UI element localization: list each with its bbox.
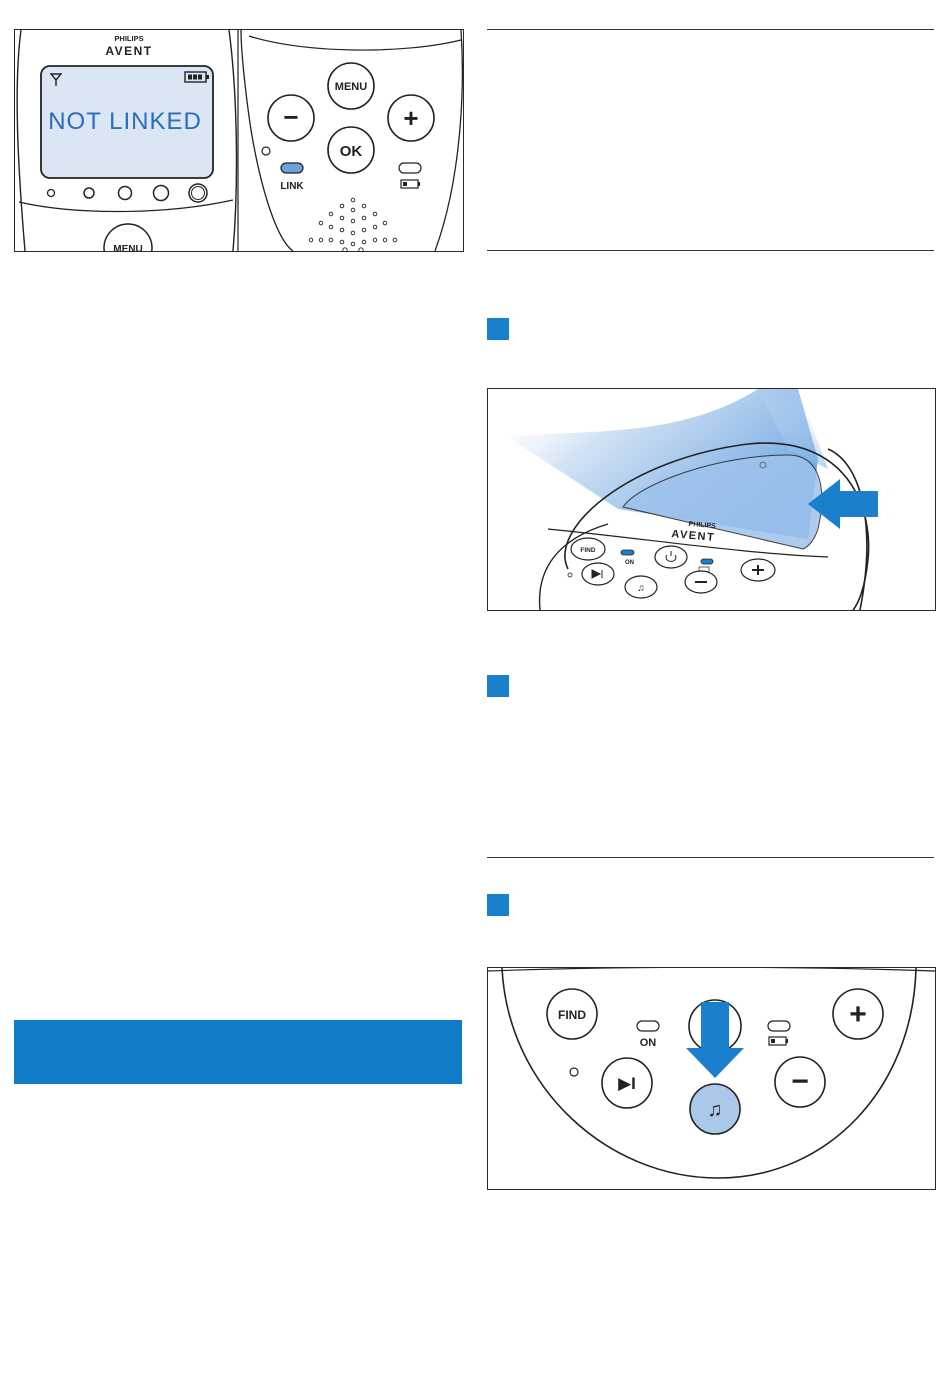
- link-label: LINK: [280, 181, 304, 192]
- figure-parent-unit: [14, 29, 464, 252]
- step-marker-1: [487, 318, 509, 340]
- find-button[interactable]: [547, 989, 597, 1039]
- on-label: ON: [639, 1037, 657, 1049]
- rule-3: [487, 857, 934, 858]
- logo-text: AVENT: [105, 44, 153, 58]
- display-text: NOT LINKED: [48, 108, 202, 135]
- plus-button-label: +: [403, 103, 419, 133]
- section-header-bar: [14, 1020, 462, 1084]
- play-pause-button[interactable]: [602, 1058, 652, 1108]
- figure-baby-unit-panel: [487, 967, 936, 1190]
- menu-button-label: MENU: [334, 81, 368, 93]
- rule-2: [487, 250, 934, 251]
- rule-top: [487, 29, 934, 30]
- ok-button-label: OK: [339, 143, 363, 160]
- minus-button[interactable]: [685, 571, 717, 593]
- music-button[interactable]: [625, 576, 657, 598]
- play-label: ▶I: [618, 1074, 636, 1093]
- plus-button[interactable]: [741, 559, 775, 581]
- minus-button[interactable]: [268, 95, 314, 141]
- on-label: ON: [625, 560, 634, 566]
- plus-label: +: [849, 998, 867, 1031]
- figure-baby-unit-night-light: [487, 388, 936, 611]
- menu-label-bottom: MENU: [113, 244, 143, 251]
- on-led: [637, 1021, 659, 1031]
- music-button[interactable]: [690, 1084, 740, 1134]
- battery-small-icon: [401, 180, 420, 188]
- minus-label: −: [791, 1065, 809, 1098]
- find-button[interactable]: [571, 538, 605, 560]
- step-marker-3: [487, 894, 509, 916]
- logo-text: AVENT: [670, 528, 716, 544]
- music-label: ♫: [707, 1099, 723, 1121]
- plus-button[interactable]: [388, 95, 434, 141]
- play-pause-button[interactable]: [582, 563, 614, 585]
- ok-button[interactable]: [328, 127, 374, 173]
- svg-text:♫: ♫: [637, 583, 645, 594]
- power-button[interactable]: [655, 546, 687, 568]
- plus-button[interactable]: [833, 989, 883, 1039]
- step-marker-2: [487, 675, 509, 697]
- brand-text: PHILIPS: [688, 520, 717, 531]
- brand-text: PHILIPS: [114, 34, 144, 43]
- battery-small-icon: [769, 1037, 788, 1045]
- minus-button[interactable]: [775, 1057, 825, 1107]
- find-label: FIND: [580, 547, 596, 554]
- battery-led: [768, 1021, 790, 1031]
- baby-unit-illustration: [488, 389, 935, 610]
- minus-button-label: −: [283, 102, 299, 132]
- parent-unit-illustration: [15, 30, 463, 251]
- find-label: FIND: [558, 1008, 586, 1022]
- control-panel-illustration: [488, 968, 935, 1189]
- speaker-grille: [309, 198, 397, 251]
- menu-button[interactable]: [328, 63, 374, 109]
- link-led: [281, 163, 303, 173]
